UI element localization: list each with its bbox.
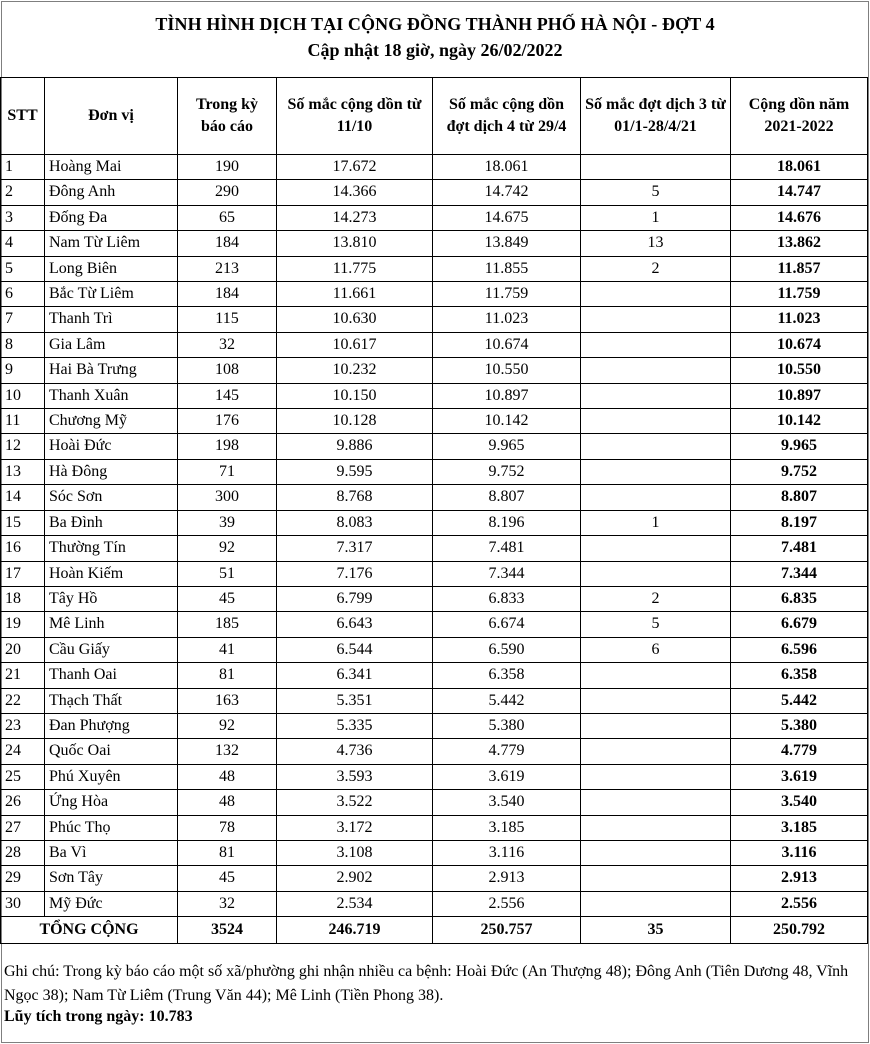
cell-total: 9.965: [731, 434, 868, 459]
cell-total: 11.857: [731, 256, 868, 281]
cell-total: 7.481: [731, 536, 868, 561]
cell-stt: 17: [1, 561, 45, 586]
cell-wave4: 14.742: [433, 180, 581, 205]
cell-total: 4.779: [731, 739, 868, 764]
cell-stt: 21: [1, 663, 45, 688]
cell-stt: 24: [1, 739, 45, 764]
cell-stt: 18: [1, 586, 45, 611]
cell-total: 6.596: [731, 637, 868, 662]
cell-stt: 30: [1, 891, 45, 916]
cell-since-1110: 6.341: [277, 663, 433, 688]
cell-total: 9.752: [731, 459, 868, 484]
table-row: [1, 383, 868, 408]
table-row: [1, 688, 868, 713]
cell-unit: Ba Vì: [45, 840, 178, 865]
cell-since-1110: 3.108: [277, 840, 433, 865]
cell-unit: Đống Đa: [45, 205, 178, 230]
header-wave3: Số mắc đợt dịch 3 từ 01/1-28/4/21: [581, 78, 731, 155]
cell-total: 5.380: [731, 713, 868, 738]
cell-total: 2.913: [731, 866, 868, 891]
cell-stt: 29: [1, 866, 45, 891]
cell-stt: 19: [1, 612, 45, 637]
cell-unit: Quốc Oai: [45, 739, 178, 764]
note-text: Ghi chú: Trong kỳ báo cáo một số xã/phường ghi nhận nhiều ca bệnh: Hoài Đức (An Thượng 48); Đông Anh (Tiên Dương 48, Vĩnh Ngọc 38); Nam Từ Liêm (Trung Văn 44); Mê Linh (Tiền Phong 38).: [4, 963, 849, 1004]
cell-period: 132: [178, 739, 277, 764]
table-row: [1, 612, 868, 637]
table-row: [1, 713, 868, 738]
cell-period: 32: [178, 332, 277, 357]
cell-wave4: 8.196: [433, 510, 581, 535]
table-row: [1, 459, 868, 484]
cell-unit: Cầu Giấy: [45, 637, 178, 662]
cell-wave4: 6.833: [433, 586, 581, 611]
cell-wave3: [581, 790, 731, 815]
cell-stt: 28: [1, 840, 45, 865]
cell-period: 41: [178, 637, 277, 662]
cell-since-1110: 13.810: [277, 231, 433, 256]
cell-since-1110: 9.595: [277, 459, 433, 484]
cell-wave4: 6.358: [433, 663, 581, 688]
cell-stt: 12: [1, 434, 45, 459]
cell-period: 115: [178, 307, 277, 332]
cell-stt: 15: [1, 510, 45, 535]
cell-wave4: 3.185: [433, 815, 581, 840]
cell-wave4: 11.855: [433, 256, 581, 281]
cell-wave4: 2.913: [433, 866, 581, 891]
summary-period: 3524: [178, 917, 277, 944]
cell-period: 300: [178, 485, 277, 510]
cell-wave4: 7.481: [433, 536, 581, 561]
cell-since-1110: 2.902: [277, 866, 433, 891]
cell-wave3: [581, 155, 731, 180]
cell-period: 163: [178, 688, 277, 713]
cell-wave4: 18.061: [433, 155, 581, 180]
cell-wave4: 6.590: [433, 637, 581, 662]
cell-wave3: [581, 840, 731, 865]
page-subtitle: Cập nhật 18 giờ, ngày 26/02/2022: [307, 40, 563, 60]
table-body: [1, 155, 868, 917]
cell-wave4: 5.380: [433, 713, 581, 738]
cell-wave3: [581, 764, 731, 789]
cell-period: 81: [178, 840, 277, 865]
cell-unit: Sóc Sơn: [45, 485, 178, 510]
cell-period: 78: [178, 815, 277, 840]
cell-stt: 22: [1, 688, 45, 713]
table-row: [1, 764, 868, 789]
cell-wave3: [581, 739, 731, 764]
cell-stt: 7: [1, 307, 45, 332]
page-title: TÌNH HÌNH DỊCH TẠI CỘNG ĐỒNG THÀNH PHỐ HÀ NỘI - ĐỢT 4: [155, 14, 715, 34]
cell-period: 48: [178, 764, 277, 789]
cell-total: 11.023: [731, 307, 868, 332]
cell-stt: 14: [1, 485, 45, 510]
table-row: [1, 891, 868, 916]
cell-since-1110: 14.273: [277, 205, 433, 230]
cell-period: 51: [178, 561, 277, 586]
cell-wave3: [581, 409, 731, 434]
cell-wave4: 11.759: [433, 282, 581, 307]
cell-since-1110: 6.544: [277, 637, 433, 662]
table-row: [1, 586, 868, 611]
table-header-row: [1, 78, 868, 155]
cell-stt: 23: [1, 713, 45, 738]
cell-wave4: 10.142: [433, 409, 581, 434]
cell-wave4: 5.442: [433, 688, 581, 713]
cell-period: 290: [178, 180, 277, 205]
cell-wave3: 6: [581, 637, 731, 662]
cell-stt: 11: [1, 409, 45, 434]
table-row: [1, 510, 868, 535]
cell-since-1110: 17.672: [277, 155, 433, 180]
cell-unit: Mê Linh: [45, 612, 178, 637]
cell-stt: 3: [1, 205, 45, 230]
cell-wave4: 3.619: [433, 764, 581, 789]
cell-period: 65: [178, 205, 277, 230]
table-row: [1, 815, 868, 840]
cell-period: 185: [178, 612, 277, 637]
cell-wave4: 9.965: [433, 434, 581, 459]
cell-stt: 13: [1, 459, 45, 484]
table-row: [1, 434, 868, 459]
cell-total: 6.679: [731, 612, 868, 637]
cell-total: 8.197: [731, 510, 868, 535]
table-row: [1, 307, 868, 332]
cell-unit: Thanh Xuân: [45, 383, 178, 408]
cell-since-1110: 14.366: [277, 180, 433, 205]
cell-since-1110: 2.534: [277, 891, 433, 916]
table-row: [1, 205, 868, 230]
cell-since-1110: 10.128: [277, 409, 433, 434]
cell-unit: Ứng Hòa: [45, 790, 178, 815]
cell-total: 6.358: [731, 663, 868, 688]
cell-wave4: 3.116: [433, 840, 581, 865]
cell-wave3: 13: [581, 231, 731, 256]
cell-wave4: 2.556: [433, 891, 581, 916]
cell-total: 10.550: [731, 358, 868, 383]
cell-unit: Ba Đình: [45, 510, 178, 535]
cell-period: 71: [178, 459, 277, 484]
cell-total: 10.897: [731, 383, 868, 408]
summary-wave3: 35: [581, 917, 731, 944]
cell-total: 3.116: [731, 840, 868, 865]
cell-wave3: 1: [581, 510, 731, 535]
cell-total: 10.142: [731, 409, 868, 434]
cell-period: 48: [178, 790, 277, 815]
cell-since-1110: 8.768: [277, 485, 433, 510]
cell-wave3: [581, 459, 731, 484]
table-row: [1, 840, 868, 865]
cell-total: 7.344: [731, 561, 868, 586]
cell-total: 8.807: [731, 485, 868, 510]
table-row: [1, 256, 868, 281]
cell-unit: Phúc Thọ: [45, 815, 178, 840]
cell-wave4: 11.023: [433, 307, 581, 332]
table-row: [1, 231, 868, 256]
cell-wave3: 2: [581, 586, 731, 611]
cell-wave4: 14.675: [433, 205, 581, 230]
cell-since-1110: 10.232: [277, 358, 433, 383]
cell-total: 14.676: [731, 205, 868, 230]
table-row: [1, 739, 868, 764]
header-stt: STT: [1, 78, 45, 155]
cell-stt: 4: [1, 231, 45, 256]
cell-wave3: [581, 358, 731, 383]
cell-period: 92: [178, 536, 277, 561]
cell-stt: 25: [1, 764, 45, 789]
cell-period: 184: [178, 282, 277, 307]
cell-wave4: 10.550: [433, 358, 581, 383]
cell-wave3: [581, 891, 731, 916]
cell-wave3: [581, 688, 731, 713]
cell-wave4: 3.540: [433, 790, 581, 815]
table-row: [1, 536, 868, 561]
cell-unit: Tây Hồ: [45, 586, 178, 611]
cell-total: 13.862: [731, 231, 868, 256]
cell-unit: Long Biên: [45, 256, 178, 281]
table-row: [1, 282, 868, 307]
summary-row: [1, 917, 868, 944]
cell-since-1110: 3.522: [277, 790, 433, 815]
cell-wave3: [581, 713, 731, 738]
cell-unit: Bắc Từ Liêm: [45, 282, 178, 307]
cell-period: 92: [178, 713, 277, 738]
cell-wave3: [581, 485, 731, 510]
cell-wave4: 10.897: [433, 383, 581, 408]
cell-period: 81: [178, 663, 277, 688]
cell-unit: Hoàn Kiếm: [45, 561, 178, 586]
cell-wave3: [581, 815, 731, 840]
cell-wave3: 2: [581, 256, 731, 281]
cell-since-1110: 7.317: [277, 536, 433, 561]
cell-period: 32: [178, 891, 277, 916]
cell-wave4: 9.752: [433, 459, 581, 484]
cell-wave3: [581, 282, 731, 307]
header-wave4: Số mắc cộng dồn đợt dịch 4 từ 29/4: [433, 78, 581, 155]
cell-wave4: 10.674: [433, 332, 581, 357]
table-row: [1, 866, 868, 891]
cell-period: 145: [178, 383, 277, 408]
cell-unit: Thường Tín: [45, 536, 178, 561]
cell-unit: Hai Bà Trưng: [45, 358, 178, 383]
cell-stt: 20: [1, 637, 45, 662]
cell-total: 14.747: [731, 180, 868, 205]
cell-period: 190: [178, 155, 277, 180]
cell-total: 6.835: [731, 586, 868, 611]
cell-since-1110: 5.351: [277, 688, 433, 713]
cell-unit: Mỹ Đức: [45, 891, 178, 916]
table-row: [1, 180, 868, 205]
cell-period: 184: [178, 231, 277, 256]
cell-unit: Đan Phượng: [45, 713, 178, 738]
cell-unit: Thạch Thất: [45, 688, 178, 713]
cell-wave3: 5: [581, 180, 731, 205]
cell-wave3: [581, 536, 731, 561]
table-row: [1, 358, 868, 383]
cell-unit: Hoài Đức: [45, 434, 178, 459]
cell-unit: Hoàng Mai: [45, 155, 178, 180]
cell-unit: Nam Từ Liêm: [45, 231, 178, 256]
cell-period: 108: [178, 358, 277, 383]
cell-wave3: [581, 383, 731, 408]
table-row: [1, 485, 868, 510]
cell-wave4: 7.344: [433, 561, 581, 586]
cell-period: 198: [178, 434, 277, 459]
cell-since-1110: 4.736: [277, 739, 433, 764]
cell-stt: 1: [1, 155, 45, 180]
cell-stt: 16: [1, 536, 45, 561]
cell-since-1110: 3.172: [277, 815, 433, 840]
cell-wave3: 1: [581, 205, 731, 230]
cell-stt: 9: [1, 358, 45, 383]
cell-wave3: [581, 434, 731, 459]
table-row: [1, 155, 868, 180]
cell-total: 18.061: [731, 155, 868, 180]
cell-wave4: 6.674: [433, 612, 581, 637]
cell-since-1110: 5.335: [277, 713, 433, 738]
table-row: [1, 409, 868, 434]
cell-stt: 27: [1, 815, 45, 840]
cell-unit: Đông Anh: [45, 180, 178, 205]
cell-since-1110: 10.617: [277, 332, 433, 357]
cell-since-1110: 11.661: [277, 282, 433, 307]
cell-since-1110: 6.799: [277, 586, 433, 611]
cell-wave4: 4.779: [433, 739, 581, 764]
cell-total: 3.185: [731, 815, 868, 840]
header-since-1110: Số mắc cộng dồn từ 11/10: [277, 78, 433, 155]
cell-total: 5.442: [731, 688, 868, 713]
cell-wave3: [581, 332, 731, 357]
header-period: Trong kỳ báo cáo: [178, 78, 277, 155]
cell-total: 3.540: [731, 790, 868, 815]
cell-period: 45: [178, 586, 277, 611]
header-total: Cộng dồn năm 2021-2022: [731, 78, 868, 155]
summary-total: 250.792: [731, 917, 868, 944]
summary-wave4: 250.757: [433, 917, 581, 944]
header-unit: Đơn vị: [45, 78, 178, 155]
cell-wave3: [581, 561, 731, 586]
cell-total: 11.759: [731, 282, 868, 307]
cell-stt: 8: [1, 332, 45, 357]
cell-wave3: [581, 307, 731, 332]
cell-since-1110: 7.176: [277, 561, 433, 586]
cell-wave3: [581, 663, 731, 688]
cell-total: 2.556: [731, 891, 868, 916]
summary-since-1110: 246.719: [277, 917, 433, 944]
cell-unit: Phú Xuyên: [45, 764, 178, 789]
cell-stt: 5: [1, 256, 45, 281]
cell-wave4: 8.807: [433, 485, 581, 510]
daily-accumulation: Lũy tích trong ngày: 10.783: [4, 1008, 193, 1025]
cell-unit: Thanh Oai: [45, 663, 178, 688]
table-row: [1, 561, 868, 586]
cell-stt: 2: [1, 180, 45, 205]
cell-stt: 10: [1, 383, 45, 408]
cell-stt: 6: [1, 282, 45, 307]
cell-unit: Chương Mỹ: [45, 409, 178, 434]
cell-total: 10.674: [731, 332, 868, 357]
cell-wave4: 13.849: [433, 231, 581, 256]
cell-since-1110: 11.775: [277, 256, 433, 281]
cell-since-1110: 9.886: [277, 434, 433, 459]
cell-wave3: 5: [581, 612, 731, 637]
cell-unit: Hà Đông: [45, 459, 178, 484]
cell-unit: Thanh Trì: [45, 307, 178, 332]
cell-since-1110: 6.643: [277, 612, 433, 637]
cell-stt: 26: [1, 790, 45, 815]
table-row: [1, 332, 868, 357]
cell-period: 176: [178, 409, 277, 434]
table-row: [1, 663, 868, 688]
table-row: [1, 790, 868, 815]
cell-wave3: [581, 866, 731, 891]
cell-period: 45: [178, 866, 277, 891]
cell-since-1110: 8.083: [277, 510, 433, 535]
cell-since-1110: 10.150: [277, 383, 433, 408]
table-row: [1, 637, 868, 662]
cases-table: [0, 77, 868, 944]
cell-period: 39: [178, 510, 277, 535]
summary-label: TỔNG CỘNG: [1, 917, 178, 944]
cell-unit: Sơn Tây: [45, 866, 178, 891]
cell-since-1110: 3.593: [277, 764, 433, 789]
cell-since-1110: 10.630: [277, 307, 433, 332]
cell-period: 213: [178, 256, 277, 281]
cell-total: 3.619: [731, 764, 868, 789]
cell-unit: Gia Lâm: [45, 332, 178, 357]
